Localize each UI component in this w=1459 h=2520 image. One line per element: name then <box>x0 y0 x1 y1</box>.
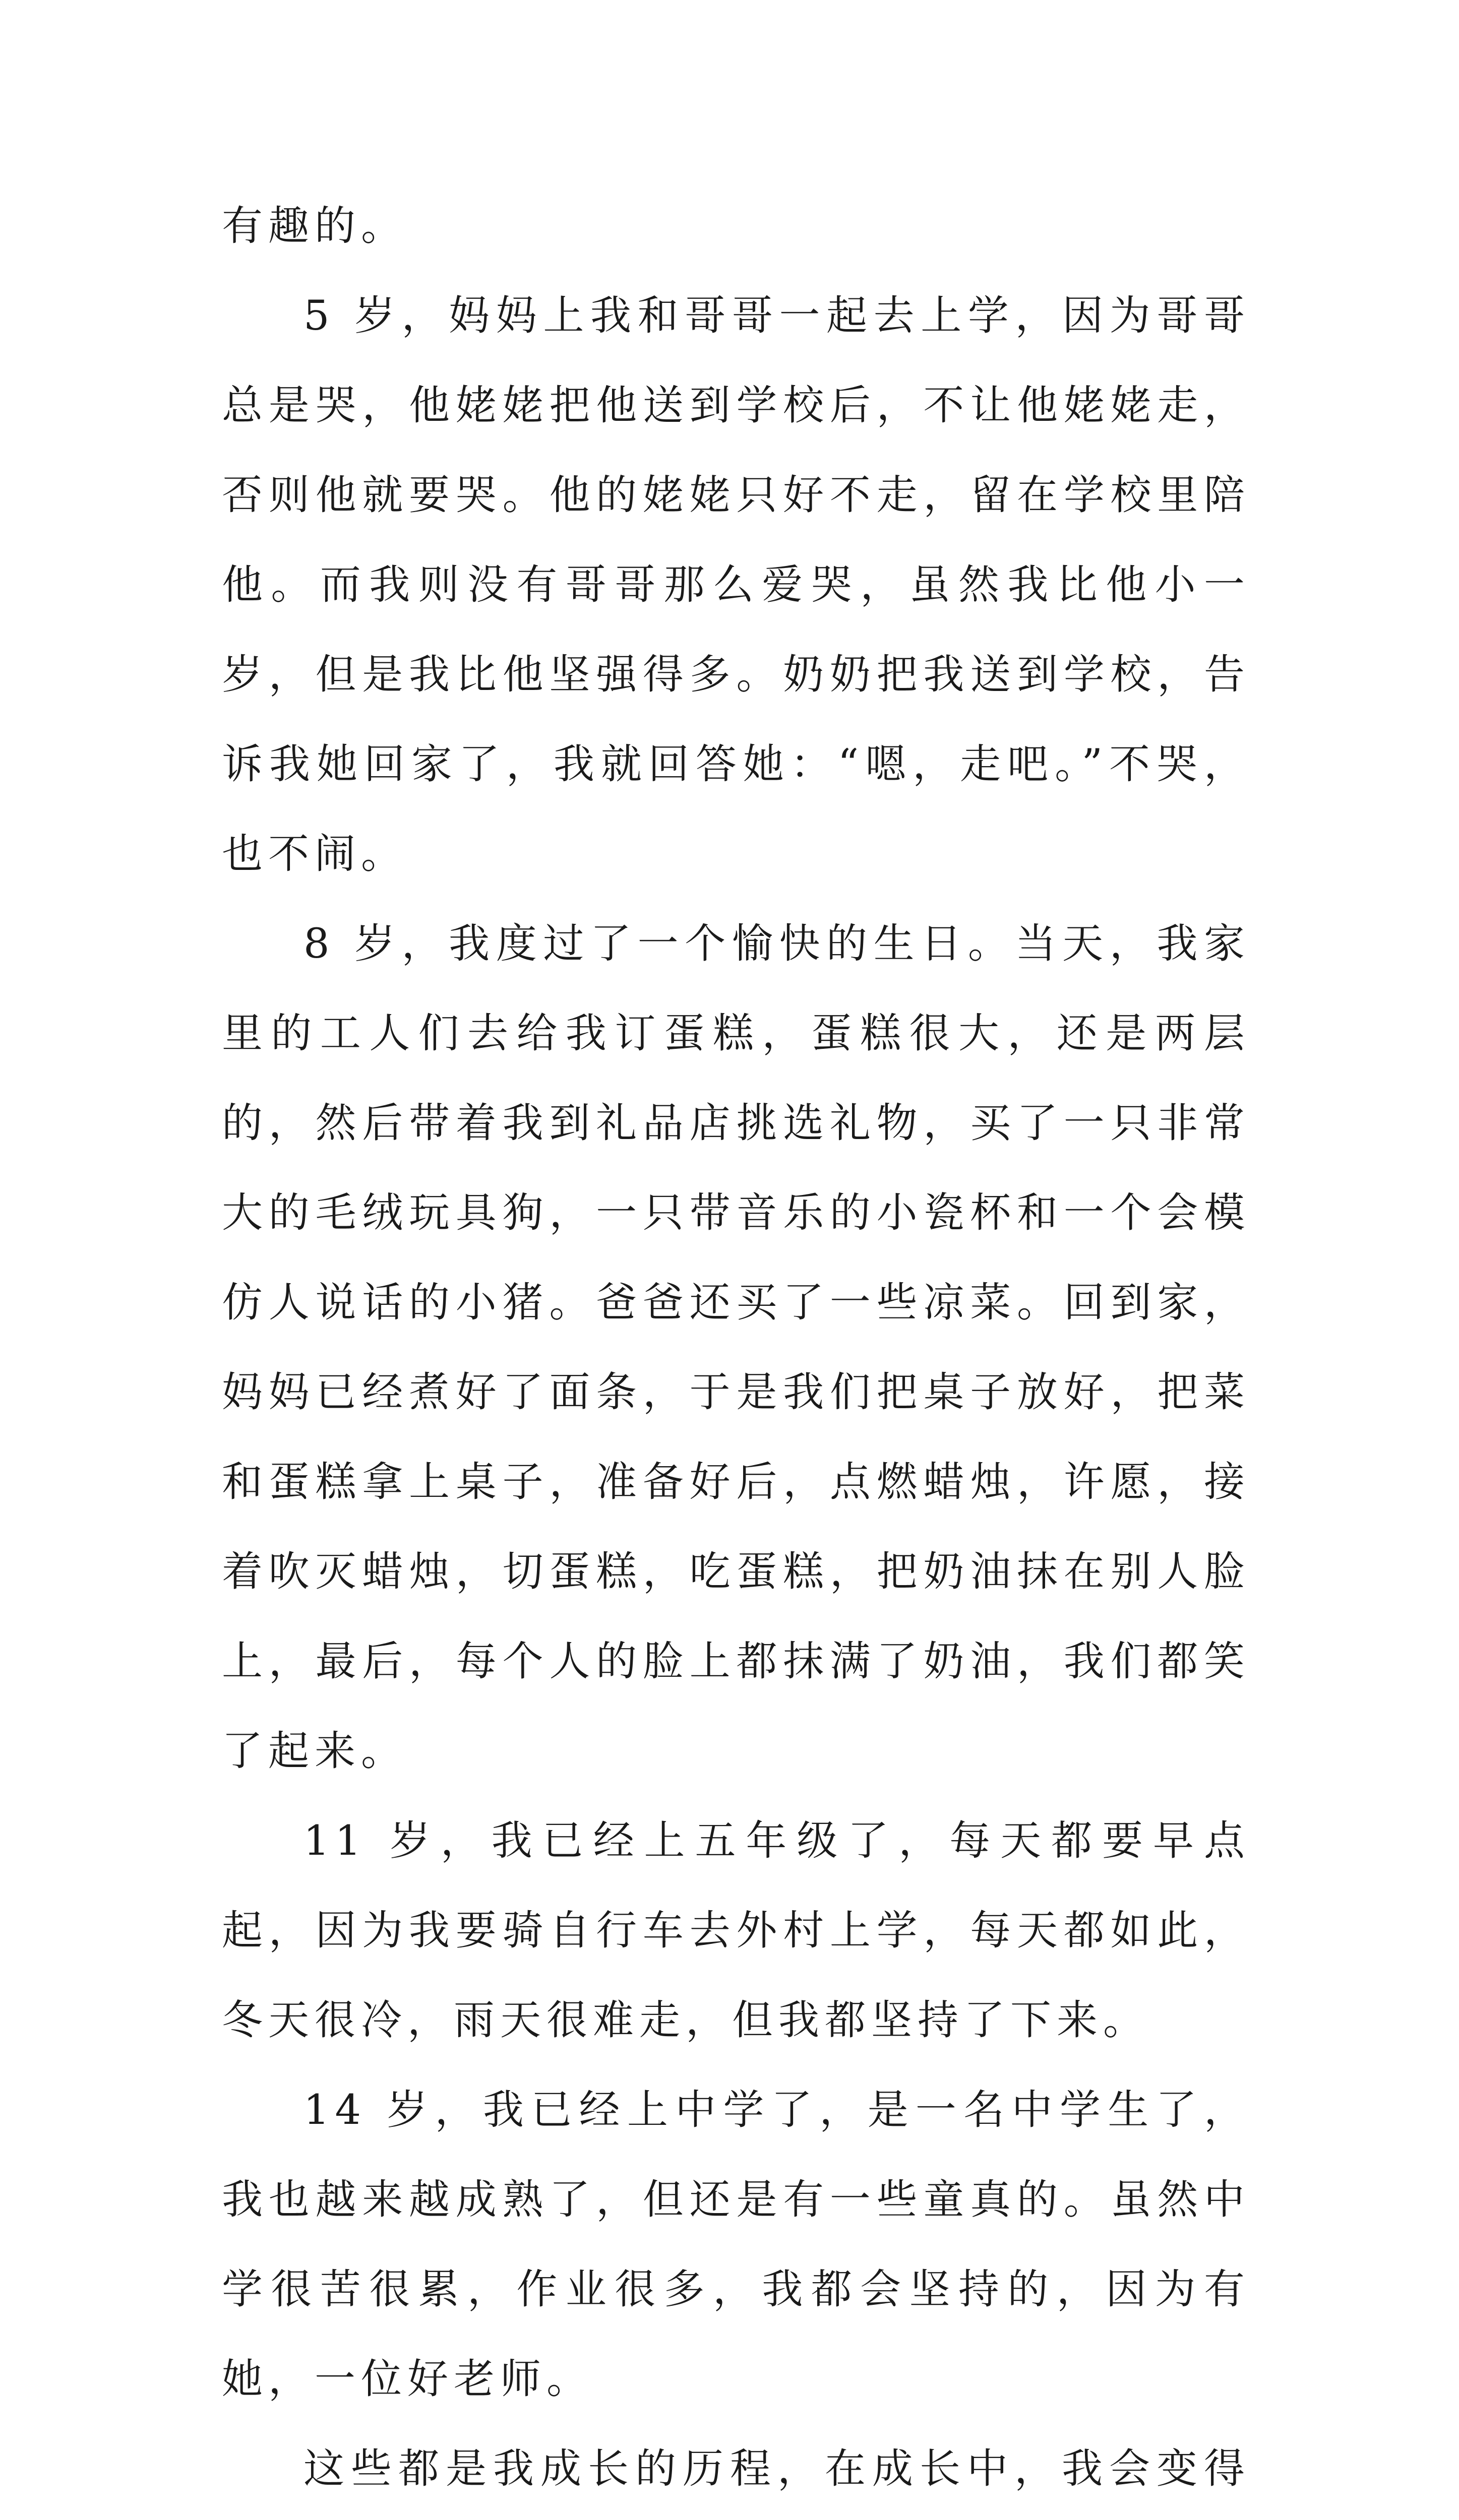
paragraph-age-14: 14 岁，我已经上中学了，是一名中学生了，我也越来越成熟了，但还是有一些童真的。虽然中学很苦很累，作业很多，我都会坚持的，因为有她，一位好老师。 <box>222 2087 1250 2403</box>
paragraph-continuation: 有趣的。 <box>222 203 408 250</box>
paragraph-age-8: 8 岁，我度过了一个愉快的生日。当天，我家里的工人们去给我订蛋糕，蛋糕很大，还是两层的，然后带着我到礼品店挑选礼物，买了一只非常大的毛绒玩具狗，一只带音乐的小瓷杯和一个会模仿人说话的小猪。爸爸还买了一些凉菜。回到家，妈妈已经煮好了面条，于是我们把桌子放好，把菜和蛋糕拿上桌子，准备好后，点燃蜡烛，许愿，接着吹灭蜡烛，切蛋糕，吃蛋糕，把奶油抹在别人脸上，最后，每个人的脸上都抹满了奶油，我们都笑了起来。 <box>222 920 1250 1775</box>
paragraph-conclusion: 这些都是我成长的历程，在成长中，我会变得 <box>303 2445 1250 2493</box>
paragraph-age-5: 5 岁，妈妈上我和哥哥一起去上学，因为哥哥总是哭，他姥姥把他送到学校后，不让他姥姥走，否则他就要哭。他的姥姥只好不走，留在学校里陪他。而我则没有哥哥那么爱哭，虽然我比他小一岁，但是我比他坚强得多。奶奶把我送到学校，告诉我她回家了，我就回答她：“嗯，走吧。”不哭，也不闹。 <box>222 292 1250 878</box>
paragraph-age-11: 11 岁，我已经上五年级了，每天都要早点起，因为我要骑自行车去外村上学，每天都如此，冬天很冷，雨天很难走，但我都坚持了下来。 <box>222 1817 1250 2044</box>
document-page <box>222 181 1250 2520</box>
